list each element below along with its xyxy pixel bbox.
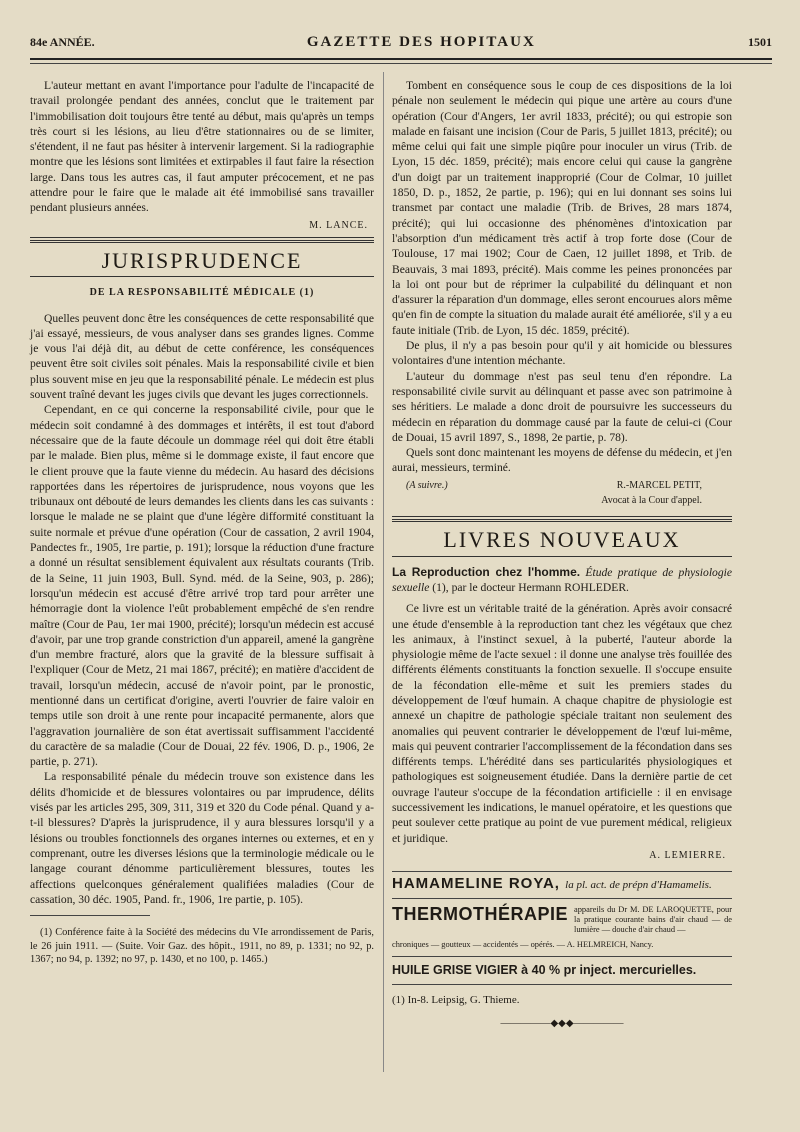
journal-title: GAZETTE DES HOPITAUX bbox=[306, 33, 536, 50]
advertisements bbox=[392, 871, 732, 985]
page-number: 1501 bbox=[747, 34, 772, 49]
footnote-rule bbox=[30, 915, 150, 916]
right-column bbox=[392, 78, 732, 1032]
book-heading bbox=[392, 565, 732, 596]
review-signature: A. LEMIERRE. bbox=[649, 849, 726, 861]
header-rule bbox=[30, 58, 772, 60]
section-rule-double bbox=[30, 240, 374, 243]
section-rule bbox=[392, 556, 732, 557]
article-paragraph: Quels sont donc maintenant les moyens de défense du médecin, et j'en aurai, messieurs, terminé. bbox=[392, 446, 732, 475]
article-paragraph: La responsabilité pénale du médecin trouve son existence dans les délits d'homicide et de blessures volontaires ou par imprudence, délits visés par les articles 295, 309, 311, 319 et 320 du Code pénal. Quand y a-t-il blessures? D'après la jurisprudence, il y aura blessures lorsqu'il y a lésions ou troubles fonctionnels des organes internes ou externes, et en y comprenant, outre les diverses lésions que la terminologie médicale ou le langage courant dénomme particulièrement blessures, toutes les affections quelconques généralement qualifiées maladies (Cour de cassation, 30 déc. 1905, Pand. fr., 1906, 1re partie, p. 105). bbox=[30, 770, 374, 906]
article-paragraph: Cependant, en ce qui concerne la responsabilité civile, pour que le médecin soit condamné à des dommages et intérêts, il est tout d'abord nécessaire que de la faute découle un dommage réel qui doit être établi par le malade. Bien plus, même si le dommage existe, il faut encore que le client prouve que la faute vienne du médecin. Au hasard des décisions rapportées dans les répertoires de jurisprudence, nous voyons que les tribunaux ont débouté de leurs demandes les clients dans les cas suivants : lorsque le malade ne se plaint que d'une légère difformité constituant la suite normale et prévue d'une opération (Cour de cassation, 2 avril 1904, Pandectes fr., 1905, 1re partie, p. 191); lorsque la réduction d'une fracture a donné un résultat sensiblement équivalent aux résultats courants (Trib. de la Seine, 11 juin 1903, Bull. Synd. méd. de la Seine, 903, p. 286); lorsqu'un médecin est accusé d'être arrivé trop tard pour arrêter une hémorragie dont la violence l'eût probablement empêché de s'en rendre maître (Cour de Pau, 1er mai 1900, précité); lorsqu'un médecin est accusé d'avoir, par une trop grande constriction d'un appareil, amené la gangrène d'un membre fracturé, alors que la gravité de la blessure suffisait à l'expliquer (Cour de Metz, 21 mai 1867, précité); en matière d'accident de travail, lorsqu'un médecin, accusé de n'avoir point, par le pronostic, mentionné dans un certificat d'origine, averti l'ouvrier de faire valoir en temps utile son droit à une rente pour incapacité permanente, alors que l'aggravation journalière de son état avertissait suffisamment l'accidenté du caractère de sa maladie (Cour de Douai, 22 fév. 1906, D. p., 1906, 2e partie, p. 271). bbox=[30, 403, 374, 769]
book-author: (1), par le docteur Hermann ROHLEDER. bbox=[432, 580, 629, 594]
ad-hamameline bbox=[392, 876, 732, 893]
author-role: Avocat à la Cour d'appel. bbox=[601, 495, 702, 507]
article-signature bbox=[392, 478, 732, 509]
ad-rule bbox=[392, 898, 732, 899]
article-paragraph: Quelles peuvent donc être les conséquences de cette responsabilité que j'ai essayé, messieurs, de vous analyser dans ses grandes lignes. Comme je vous l'ai déjà dit, au début de cette conférence, les conséquences peuvent être soit civiles soit pénales. Mais la responsabilité civile et bien plus souvent mise en jeu que la responsabilité pénale. Le médecin est plus souvent traîné devant les juges civils que devant les juges correctionnels. bbox=[30, 311, 374, 402]
intro-paragraph: L'auteur mettant en avant l'importance pour l'adulte de l'incapacité de travail prolongée pendant des années, conclut que le traitement par l'immobilisation doit toujours être tenté au début, mais qu'après un temps très court si les lésions, au lieu d'être stationnaires ou de se limiter, s'étendent, il ne faut pas hésiter à intervenir largement. Si la radiographie montre que les lésions sont limitées et extirpables il faut faire la résection large. Dans tous les autres cas, il faut amputer précocement, et ne pas attendre pour le faire que le malade ait été immobilisé sans travailler pendant plusieurs années. bbox=[30, 79, 374, 215]
section-title-jurisprudence: JURISPRUDENCE bbox=[101, 247, 303, 273]
book-review: Ce livre est un véritable traité de la génération. Après avoir consacré une étude d'ensemble à la reproduction tant chez les végétaux que chez les animaux, à l'instinct sexuel, à la puberté, l'auteur aborde la physiologie même de l'acte sexuel : il donne une analyse très fouillée des différents éléments constituants la fonction sexuelle. Il s'occupe ensuite de la fécondation elle-même et suit les premiers stades du développement de l'œuf humain. A chaque chapitre de physiologie est annexé un chapitre de pathologie spéciale traitant non seulement des anomalies qui peuvent contrarier le développement de l'œuf lui-même, mais qui peuvent contrarier l'accomplissement de la fécondation dans ses différents temps. L'hérédité dans ses particularités physiologiques et pathologiques est soigneusement étudiée. Dans la dernière partie de cet ouvrage l'auteur s'occupe de la fécondation artificielle : il en envisage successivement les indications, le manuel opératoire, et les questions que peut soulever cette pratique au point de vue purement médical, religieux et juridique. bbox=[392, 602, 732, 845]
ad-rule bbox=[392, 956, 732, 957]
ad-thermotherapie-brand: THERMOTHÉRAPIE bbox=[392, 903, 569, 924]
book-footnote: (1) In-8. Leipsig, G. Thieme. bbox=[392, 994, 520, 1007]
article-paragraph: Tombent en conséquence sous le coup de ces dispositions de la loi pénale non seulement le médecin qui pique une artère au cours d'une opération (Cour d'Angers, 1er avril 1833, précité); ou qui estropie son malade en faisant une incision (Cour de Paris, 5 juillet 1813, précité); ou même celui qui fait une simple piqûre pour inoculer un virus (Trib. de Lyon, 15 déc. 1859, précité); mais encore celui qui cause la gangrène d'un doigt par un traitement inapproprié (Cour de Colmar, 10 juillet 1850, D. p., 1852, 2e partie, p. 196); qui en lui donnant ses soins lui transmet par contact une maladie (Trib. de Brives, 28 mars 1874, précité); qui lui occasionne des phénomènes d'intoxication par l'absorption d'un médicament très actif à trop forte dose (Cour de Toulouse, 17 mai 1902; Cour de Caen, 12 juillet 1898, et Trib. de Beauvais, 3 mai 1893, précité). Mais comme les peines prononcées par la loi ont pour but de réprimer la culpabilité du délinquant et non d'assurer la réparation d'un dommage, elles seront encourues alors même qu'en fin de compte la situation du malade aurait été améliorée, s'il y a eu faute initiale (Trib. de Lyon, 15 déc. 1859, précité). bbox=[392, 79, 732, 337]
ad-thermotherapie-desc: appareils du Dr M. DE LAROQUETTE, pour la pratique courante bains d'air chaud — de lumière — douche d'air chaud — bbox=[574, 904, 732, 934]
section-rule bbox=[30, 237, 374, 238]
ad-huile-grise: HUILE GRISE VIGIER à 40 % pr inject. mercurielles. bbox=[392, 962, 697, 977]
ad-rule bbox=[392, 871, 732, 872]
section-rule bbox=[392, 516, 732, 517]
article-subtitle: DE LA RESPONSABILITÉ MÉDICALE (1) bbox=[89, 287, 315, 299]
article-paragraph: L'auteur du dommage n'est pas seul tenu d'en répondre. La responsabilité civile survit au délinquant et passe avec son patrimoine à ses héritiers. Le malade a donc droit de poursuivre les successeurs du médecin en réparation du dommage causé par la faute de celui-ci (Cour de Douai, 15 avril 1897, S., 1898, 2e partie, p. 78). bbox=[392, 369, 732, 444]
ad-rule bbox=[392, 984, 732, 985]
header-rule-thin bbox=[30, 63, 772, 64]
ad-hamameline-desc: la pl. act. de prépn d'Hamamelis. bbox=[565, 879, 712, 892]
ad-thermotherapie-line2: chroniques — goutteux — accidentés — opérés. — A. HELMREICH, Nancy. bbox=[392, 939, 654, 949]
section-title-livres: LIVRES NOUVEAUX bbox=[443, 527, 681, 553]
section-rule-double bbox=[392, 519, 732, 522]
volume-year: 84e ANNÉE. bbox=[30, 34, 95, 49]
left-column bbox=[30, 78, 374, 967]
book-subtitle: Étude pratique de physiologie sexuelle bbox=[392, 565, 733, 594]
ad-thermotherapie bbox=[392, 905, 732, 935]
intro-signature: M. LANCE. bbox=[309, 219, 368, 231]
ad-hamameline-brand: HAMAMELINE ROYA, bbox=[392, 875, 560, 893]
book-title: La Reproduction chez l'homme. bbox=[392, 564, 581, 579]
column-divider bbox=[383, 72, 384, 1072]
ornament-divider: —————◆◆◆————— bbox=[500, 1018, 624, 1030]
author-name: R.-MARCEL PETIT, bbox=[616, 479, 702, 491]
footnote bbox=[30, 926, 374, 967]
article-paragraph: De plus, il n'y a pas besoin pour qu'il y ait homicide ou blessures volontaires d'une intention méchante. bbox=[392, 339, 732, 368]
section-rule bbox=[30, 276, 374, 277]
to-be-continued: (A suivre.) bbox=[406, 479, 448, 491]
page-header bbox=[30, 28, 772, 56]
footnote-text: (1) Conférence faite à la Société des médecins du VIe arrondissement de Paris, le 26 juin 1911. — (Suite. Voir Gaz. des hôpit., 1911, no 89, p. 1331; no 92, p. 1367; no 94, p. 1392; no 97, p. 1430, et no 100, p. 1465.) bbox=[30, 927, 374, 966]
